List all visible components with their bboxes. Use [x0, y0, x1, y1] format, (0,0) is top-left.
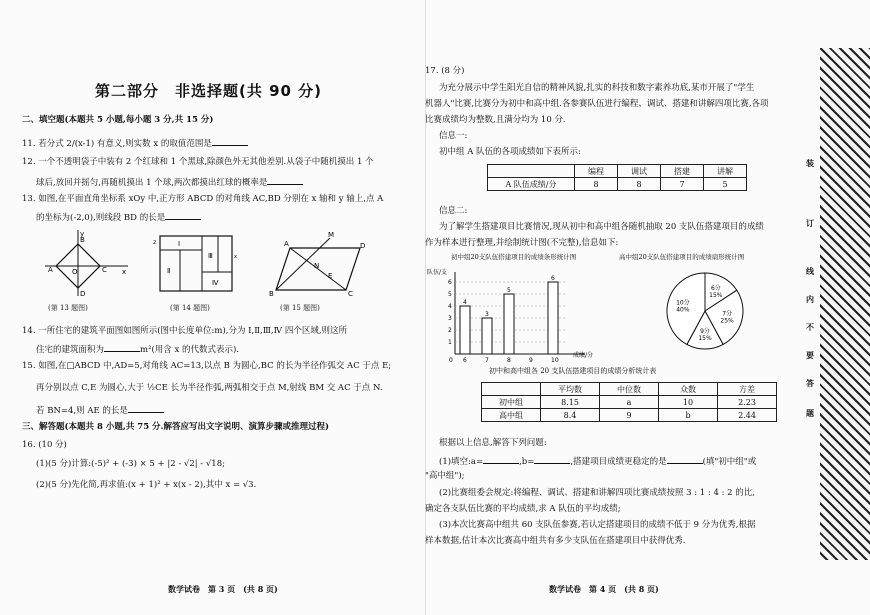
bar: [504, 294, 514, 354]
table-header-row: 编程 调试 搭建 讲解: [488, 165, 747, 178]
svg-text:2: 2: [153, 240, 157, 246]
info-1-desc: 初中组 A 队伍的各项成绩如下表所示:: [439, 147, 581, 157]
bar: [482, 318, 492, 354]
question-16-part2: (2)(5 分)先化简,再求值:(x + 1)² + x(x - 2),其中 x = √3.: [36, 480, 257, 490]
pie-slice-percent: 40%: [676, 306, 690, 314]
right-page: [425, 0, 800, 615]
section-fill-in: 二、填空题(本题共 5 小题,每小题 3 分,共 15 分): [22, 115, 214, 125]
svg-text:A: A: [284, 240, 289, 248]
page-footer-right: 数学试卷 第 4 页 (共 8 页): [549, 584, 659, 594]
pie-slice-percent: 25%: [720, 317, 734, 325]
origin-label: 0: [449, 357, 453, 364]
svg-text:y: y: [80, 230, 85, 238]
binding-char: 内: [806, 294, 814, 304]
pie-slice-label: 10分: [676, 299, 690, 307]
y-tick-label: 5: [448, 291, 452, 298]
figure-15: [268, 228, 368, 298]
question-15-line1: 15. 如图,在□ABCD 中,AD=5,对角线 AC=13,以点 B 为圆心,BC 的长为半径作弧交 AC 于点 E;: [22, 361, 392, 371]
info-2-line2: 作为样本进行整理,并绘制统计图(不完整),信息如下:: [425, 238, 619, 248]
svg-text:x: x: [234, 254, 237, 260]
svg-text:A: A: [48, 266, 53, 274]
figure-15-caption: (第 15 题图): [280, 304, 320, 312]
svg-text:D: D: [360, 242, 366, 250]
table-header-row: 平均数 中位数 众数 方差: [482, 383, 777, 396]
figure-14: [150, 228, 245, 298]
subquestion-2-line2: 确定各支队伍比赛的平均成绩,求 A 队伍的平均成绩;: [425, 504, 621, 514]
binding-char: 不: [806, 322, 814, 332]
table-row: A 队伍成绩/分 8 8 7 5: [488, 178, 747, 191]
svg-text:D: D: [80, 290, 86, 298]
bar-value-label: 6: [551, 275, 555, 282]
svg-text:x: x: [122, 268, 127, 276]
stats-table-title: 初中和高中组各 20 支队伍搭建项目的成绩分析统计表: [489, 367, 657, 375]
bar-chart-title: 初中组20支队伍搭建项目的成绩条形统计图: [451, 253, 577, 261]
question-14-line2: 住宅的建筑面积为 m²(用含 x 的代数式表示).: [36, 345, 240, 355]
y-tick-label: 3: [448, 315, 452, 322]
table-row: 初中组 8.15 a 10 2.23: [482, 396, 777, 409]
y-axis-label: 队伍/支: [427, 269, 448, 276]
question-12-line2: 球后,放回并摇匀,再随机摸出 1 个球,两次都摸出红球的概率是: [36, 176, 303, 189]
svg-text:Ⅲ: Ⅲ: [208, 252, 213, 260]
subquestion-3-line2: 样本数据,估计本次比赛高中组共有多少支队伍在搭建项目中获得优秀.: [425, 536, 686, 546]
binding-char: 装: [806, 158, 814, 168]
pie-chart: [650, 266, 760, 356]
bar-chart: [425, 264, 615, 374]
x-tick-label: 10: [551, 357, 559, 364]
svg-text:B: B: [80, 236, 85, 244]
question-14-line1: 14. 一所住宅的建筑平面图如图所示(图中长度单位:m),分为 Ⅰ,Ⅱ,Ⅲ,Ⅳ 四个区域,则这所: [22, 326, 348, 336]
question-13-line2: 的坐标为(-2,0),则线段 BD 的长是: [36, 211, 201, 224]
question-17: 17. (8 分): [425, 66, 465, 76]
svg-text:Ⅰ: Ⅰ: [178, 240, 181, 248]
x-axis-label: 成绩/分: [573, 352, 594, 359]
y-tick-label: 4: [448, 303, 452, 310]
q17-para-2: 机器人"比赛,比赛分为初中和高中组.各参赛队伍进行编程、调试、搭建和讲解四项比赛,各项: [425, 99, 769, 109]
pie-slice-label: 9分: [700, 327, 710, 335]
team-a-score-table: [487, 164, 747, 191]
bar-value-label: 5: [507, 287, 511, 294]
x-tick-label: 6: [463, 357, 467, 364]
info-1-heading: 信息一:: [439, 131, 468, 141]
pie-slice-label: 6分: [710, 284, 721, 292]
stats-table: [481, 382, 777, 422]
binding-char: 线: [806, 266, 814, 276]
x-tick-label: 8: [507, 357, 511, 364]
pie-slice-label: 7分: [722, 310, 733, 318]
bar: [548, 282, 558, 354]
question-16-part1: (1)(5 分)计算:(-5)² + (-3) × 5 + |2 - √2| - √18;: [36, 459, 225, 469]
questions-intro: 根据以上信息,解答下列问题:: [439, 438, 547, 448]
svg-text:O: O: [72, 268, 78, 276]
bar: [460, 306, 470, 354]
question-11: 11. 若分式 2/(x-1) 有意义,则实数 x 的取值范围是: [22, 137, 248, 150]
svg-text:E: E: [328, 272, 333, 280]
y-tick-label: 2: [448, 327, 452, 334]
page-title: 第二部分 非选择题(共 90 分): [95, 82, 323, 100]
subquestion-3-line1: (3)本次比赛高中组共 60 支队伍参赛,若认定搭建项目的成绩不低于 9 分为优秀,根据: [439, 520, 756, 530]
svg-text:C: C: [348, 290, 353, 298]
left-page: [0, 0, 425, 615]
svg-text:C: C: [102, 266, 107, 274]
y-tick-label: 1: [448, 339, 452, 346]
svg-text:N: N: [314, 262, 320, 270]
section-solve: 三、解答题(本题共 8 小题,共 75 分.解答应写出文字说明、演算步骤或推理过程): [22, 422, 330, 432]
bar-value-label: 3: [485, 311, 489, 318]
binding-char: 答: [806, 378, 814, 388]
svg-text:B: B: [269, 290, 274, 298]
binding-char: 订: [806, 218, 814, 228]
x-tick-label: 9: [529, 357, 533, 364]
question-15-line3: 若 BN=4,则 AE 的长是: [36, 404, 164, 417]
svg-text:M: M: [328, 231, 335, 239]
svg-text:Ⅱ: Ⅱ: [167, 267, 171, 275]
svg-text:Ⅳ: Ⅳ: [212, 279, 219, 287]
figure-14-caption: (第 14 题图): [170, 304, 210, 312]
binding-char: 要: [806, 350, 814, 360]
pie-slice-percent: 15%: [709, 291, 723, 299]
q17-para-3: 比赛成绩均为整数,且满分均为 10 分.: [425, 115, 566, 125]
subquestion-1-cont: "高中组");: [425, 471, 465, 481]
x-tick-label: 7: [485, 357, 489, 364]
question-16: 16. (10 分): [22, 440, 67, 450]
info-2-heading: 信息二:: [439, 206, 468, 216]
q17-para-1: 为充分展示中学生阳光自信的精神风貌,扎实的科技和数字素养功底,某市开展了"学生: [439, 83, 755, 93]
figure-13: [40, 228, 130, 298]
subquestion-1: (1)填空:a= ,b= ,搭建项目成绩更稳定的是 (填"初中组"或: [439, 457, 757, 467]
figure-13-caption: (第 13 题图): [48, 304, 88, 312]
question-13-line1: 13. 如图,在平面直角坐标系 xOy 中,正方形 ABCD 的对角线 AC,BD 分别在 x 轴和 y 轴上,点 A: [22, 194, 384, 204]
y-tick-label: 6: [448, 279, 452, 286]
info-2-line1: 为了解学生搭建项目比赛情况,现从初中和高中组各随机抽取 20 支队伍搭建项目的成绩: [439, 222, 764, 232]
question-15-line2: 再分别以点 C,E 为圆心,大于 ½CE 长为半径作弧,两弧相交于点 M,射线 BM 交 AC 于点 N.: [36, 383, 383, 393]
pie-slice-percent: 15%: [698, 334, 712, 342]
table-row: 高中组 8.4 9 b 2.44: [482, 409, 777, 422]
pie-chart-title: 高中组20支队伍搭建项目的成绩扇形统计图: [619, 253, 745, 261]
binding-char: 题: [806, 408, 814, 418]
bar-value-label: 4: [463, 299, 467, 306]
page-footer-left: 数学试卷 第 3 页 (共 8 页): [168, 584, 278, 594]
question-12-line1: 12. 一个不透明袋子中装有 2 个红球和 1 个黑球,除颜色外无其他差别.从袋子中随机摸出 1 个: [22, 157, 374, 167]
subquestion-2-line1: (2)比赛组委会规定:将编程、调试、搭建和讲解四项比赛成绩按照 3 : 1 : 4 : 2 的比,: [439, 488, 755, 498]
